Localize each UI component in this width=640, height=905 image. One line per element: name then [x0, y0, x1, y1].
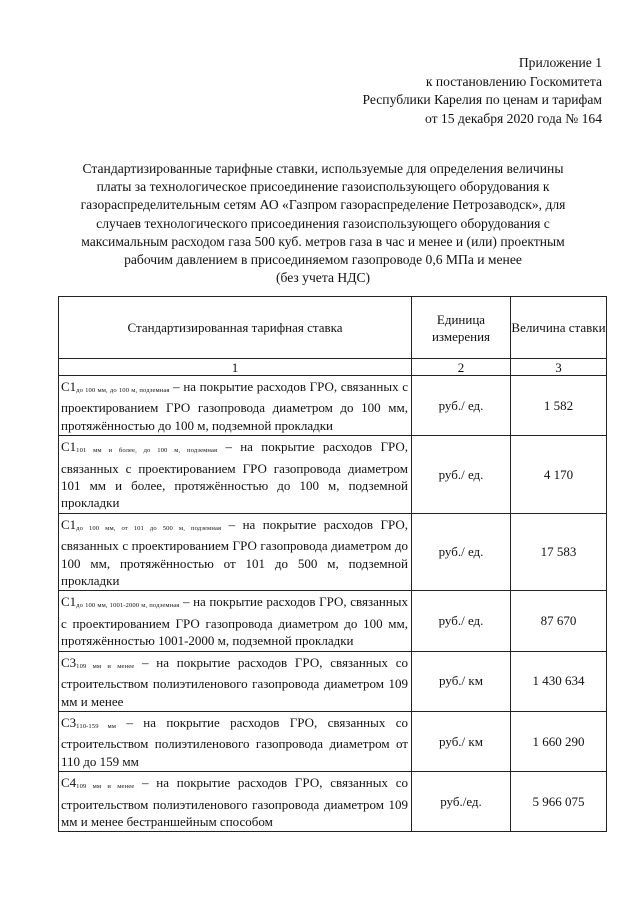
rate-subscript: до 100 мм, до 100 м, подземная: [76, 387, 170, 394]
rate-value: 1 430 634: [511, 651, 607, 711]
rate-text: – на покрытие расходов ГРО, связанных с проектированием ГРО газопровода диаметром 101 мм и более, протяжённостью до 100 м, подземной прокладки: [61, 439, 409, 511]
rate-value: 4 170: [511, 436, 607, 514]
rate-unit: руб./ ед.: [412, 591, 511, 651]
tariff-rates-table: [58, 296, 607, 832]
rate-value: 87 670: [511, 591, 607, 651]
document-title: [40, 160, 606, 287]
rate-unit: руб./ ед.: [412, 513, 511, 591]
rate-description: [59, 376, 412, 436]
rate-subscript: до 100 мм, от 101 до 500 м, подземная: [76, 524, 222, 532]
title-line: (без учета НДС): [275, 270, 371, 286]
rate-text: – на покрытие расходов ГРО, связанных со строительством полиэтиленового газопровода диаметром 109 мм и менее: [61, 654, 408, 709]
header-rate: Стандартизированная тарифная ставка: [59, 297, 412, 359]
rate-description: [59, 513, 412, 591]
appendix-line: к постановлению Госкомитета: [425, 73, 602, 89]
table-row: [59, 436, 607, 514]
header-row: [59, 297, 607, 359]
rate-value: 17 583: [511, 513, 607, 591]
rate-code: С1: [61, 516, 77, 532]
rate-text: – на покрытие расходов ГРО, связанных с проектированием ГРО газопровода диаметром до 100 мм, протяжённостью от 101 до 500 м, подземной прокладки: [61, 516, 408, 589]
appendix-block: [302, 54, 602, 128]
rate-subscript: 109 мм и менее: [76, 662, 135, 670]
rate-description: [59, 711, 412, 771]
rate-description: [59, 651, 412, 711]
rate-text: – на покрытие расходов ГРО, связанных с проектированием ГРО газопровода диаметром до 100 мм, протяжённостью до 100 м, подземной прокладки: [61, 379, 408, 433]
rate-value: 1 660 290: [511, 711, 607, 771]
rate-description: [59, 772, 412, 832]
table-row: [59, 772, 607, 832]
rate-code: С1: [61, 594, 77, 610]
rate-subscript: до 100 мм, 1001-2000 м, подземная: [76, 602, 180, 610]
rate-unit: руб./ ед.: [412, 436, 511, 514]
rate-subscript: 109 мм и менее: [76, 783, 135, 791]
title-line: максимальным расходом газа 500 куб. метров газа в час и менее и (или) проектным: [81, 233, 565, 249]
rate-description: [59, 436, 412, 514]
table-row: [59, 711, 607, 771]
rate-value: 1 582: [511, 376, 607, 436]
rate-unit: руб./ км: [412, 711, 511, 771]
rate-code: С4: [61, 775, 77, 791]
rate-text: – на покрытие расходов ГРО, связанных со строительством полиэтиленового газопровода диаметром 109 мм и менее бестраншейным способом: [61, 775, 408, 829]
rate-code: С3: [61, 654, 77, 670]
rate-description: [59, 591, 412, 651]
table-row: [59, 513, 607, 591]
rate-code: С1: [61, 379, 77, 394]
column-number: 1: [59, 359, 412, 376]
rate-unit: руб./ед.: [412, 772, 511, 832]
header-value: Величина ставки: [511, 297, 607, 359]
rate-code: С3: [61, 714, 77, 730]
rate-unit: руб./ ед.: [412, 376, 511, 436]
appendix-line: от 15 декабря 2020 года № 164: [424, 110, 602, 126]
header-unit: Единица измерения: [412, 297, 511, 359]
appendix-line: Приложение 1: [518, 55, 602, 70]
title-line: случаев технологического присоединения газоиспользующего оборудования с: [96, 215, 550, 231]
rate-text: – на покрытие расходов ГРО, связанных с проектированием ГРО газопровода диаметром до 100 мм, протяжённостью 1001-2000 м, подземной прокладки: [61, 594, 409, 649]
rate-code: С1: [61, 439, 77, 455]
table-row: [59, 651, 607, 711]
table-row: [59, 591, 607, 651]
title-line: газораспределительным сетям АО «Газпром газораспределение Петрозаводск», для: [80, 197, 566, 213]
column-number-row: [59, 359, 607, 376]
title-line: Стандартизированные тарифные ставки, используемые для определения величины: [82, 161, 564, 176]
title-line: платы за технологическое присоединение газоиспользующего оборудования к: [96, 179, 550, 195]
appendix-line: Республики Карелия по ценам и тарифам: [362, 92, 602, 107]
title-line: рабочим давлением в присоединяемом газопроводе 0,6 МПа и менее: [124, 252, 522, 268]
column-number: 2: [412, 359, 511, 376]
rate-unit: руб./ км: [412, 651, 511, 711]
table-row: [59, 376, 607, 436]
rate-value: 5 966 075: [511, 772, 607, 832]
column-number: 3: [511, 359, 607, 376]
rate-text: – на покрытие расходов ГРО, связанных со строительством полиэтиленового газопровода диаметром от 110 до 159 мм: [61, 714, 408, 769]
rate-subscript: 110-159 мм: [76, 722, 117, 730]
rate-subscript: 101 мм и более, до 100 м, подземная: [76, 447, 218, 455]
